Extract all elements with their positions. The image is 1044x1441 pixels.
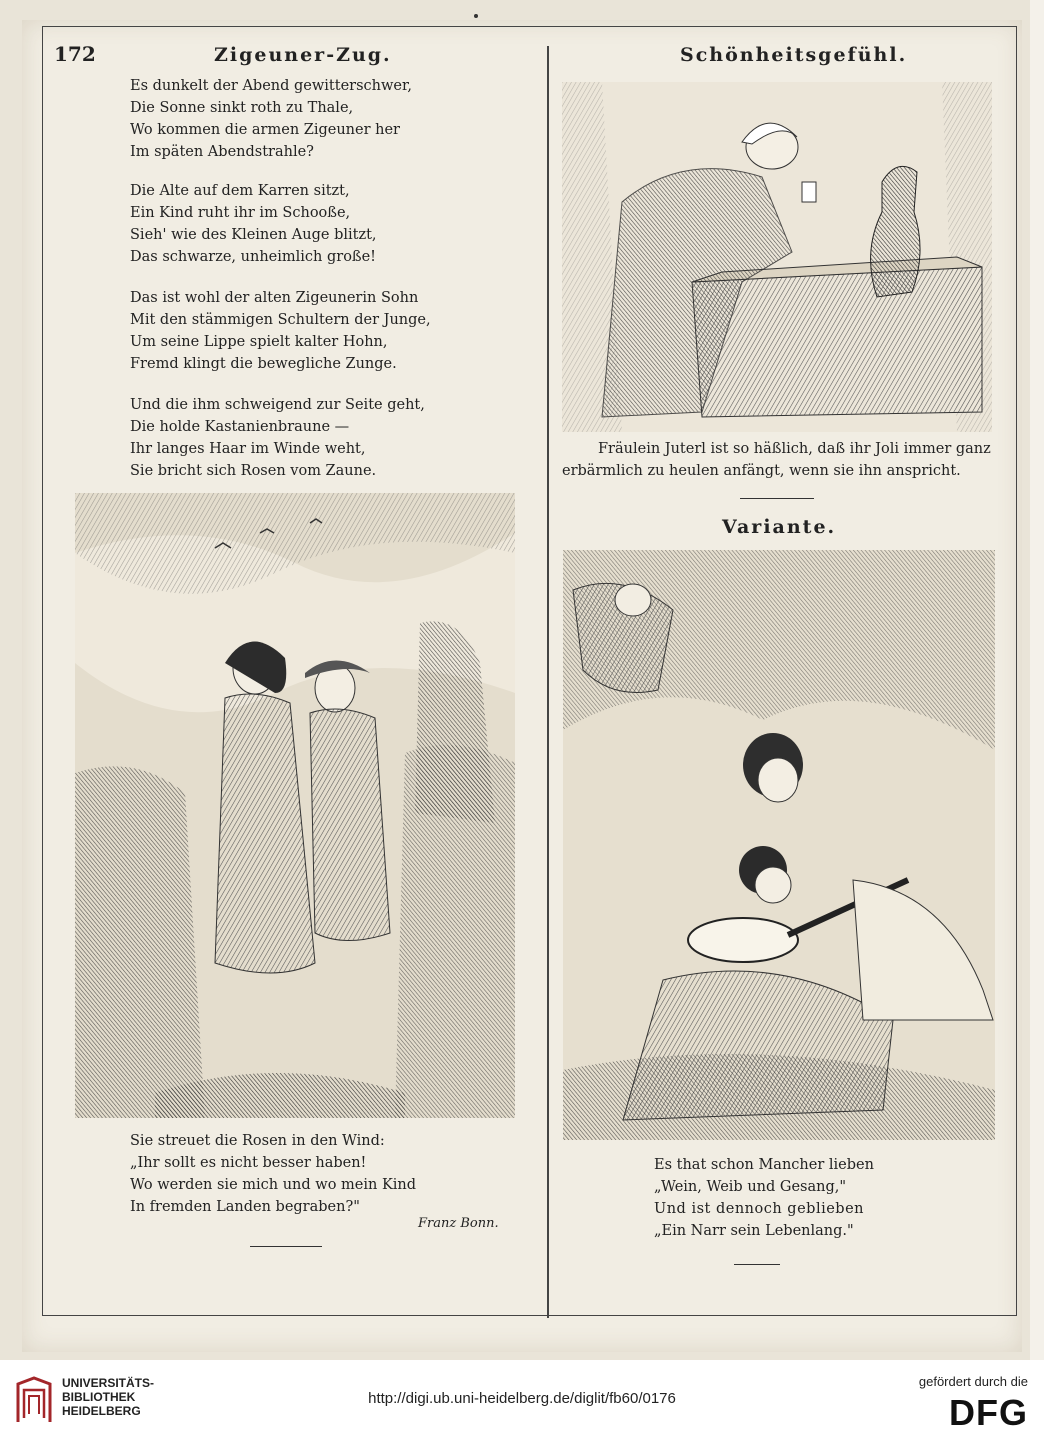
engraving-old-woman-dog: [562, 82, 992, 432]
library-name-line: HEIDELBERG: [62, 1404, 141, 1418]
document-url-link[interactable]: http://digi.ub.uni-heidelberg.de/diglit/fb60/0176: [368, 1390, 676, 1407]
caption-line: Fräulein Juterl ist so häßlich, daß ihr Joli immer ganz: [598, 441, 991, 457]
verse-line: „Ein Narr sein Lebenlang.": [654, 1223, 854, 1239]
column-divider: [547, 46, 549, 1318]
section-rule: [250, 1246, 322, 1247]
verse-line: Es that schon Mancher lieben: [654, 1157, 874, 1173]
poem-author: Franz Bonn.: [418, 1216, 499, 1231]
illustration-gypsy-women: [75, 493, 515, 1118]
section-rule: [734, 1264, 780, 1265]
verse-line: In fremden Landen begraben?": [130, 1199, 360, 1215]
verse-line: Die holde Kastanienbraune —: [130, 419, 350, 435]
engraving-guitar-couple: [563, 550, 995, 1140]
dfg-logo: DFG: [949, 1392, 1028, 1433]
verse-line: Und ist dennoch geblieben: [654, 1201, 865, 1217]
magazine-page: [22, 20, 1022, 1352]
viewer-footer: [0, 1360, 1044, 1441]
verse-line: Wo kommen die armen Zigeuner her: [130, 122, 400, 138]
section-rule: [740, 498, 814, 499]
verse-line: Es dunkelt der Abend gewitterschwer,: [130, 78, 412, 94]
print-speck: [474, 14, 478, 18]
verse-line: Sie streuet die Rosen in den Wind:: [130, 1133, 385, 1149]
engraving-gypsy-women: [75, 493, 515, 1118]
verse-line: Um seine Lippe spielt kalter Hohn,: [130, 334, 388, 350]
cartoon-title-2: Variante.: [722, 516, 837, 538]
library-name-line: BIBLIOTHEK: [62, 1390, 136, 1404]
verse-line: „Ihr sollt es nicht besser haben!: [130, 1155, 367, 1171]
verse-line: Ihr langes Haar im Winde weht,: [130, 441, 366, 457]
poem-closing-stanza: [130, 1130, 416, 1218]
verse-line: Sie bricht sich Rosen vom Zaune.: [130, 463, 377, 479]
stanza-4: [130, 394, 425, 482]
stanza-3: [130, 287, 431, 375]
funding-note: gefördert durch die: [918, 1374, 1028, 1389]
verse-line: Die Alte auf dem Karren sitzt,: [130, 183, 350, 199]
verse-line: Und die ihm schweigend zur Seite geht,: [130, 397, 425, 413]
library-name-line: UNIVERSITÄTS-: [62, 1376, 155, 1390]
verse-line: Mit den stämmigen Schultern der Junge,: [130, 312, 431, 328]
variante-verse: [654, 1154, 874, 1242]
verse-line: Das schwarze, unheimlich große!: [130, 249, 377, 265]
illustration-guitar-couple: [563, 550, 995, 1140]
verse-line: Die Sonne sinkt roth zu Thale,: [130, 100, 354, 116]
illustration-old-woman-dog: [562, 82, 992, 432]
stanza-2: [130, 180, 377, 268]
page-number: 172: [54, 42, 96, 66]
verse-line: Das ist wohl der alten Zigeunerin Sohn: [130, 290, 419, 306]
verse-line: Wo werden sie mich und wo mein Kind: [130, 1177, 417, 1193]
verse-line: „Wein, Weib und Gesang,": [654, 1179, 847, 1195]
cartoon-caption-1: [562, 438, 1002, 482]
stanza-1: [130, 75, 412, 163]
verse-line: Im späten Abendstrahle?: [130, 144, 314, 160]
verse-line: Sieh' wie des Kleinen Auge blitzt,: [130, 227, 377, 243]
verse-line: Ein Kind ruht ihr im Schooße,: [130, 205, 351, 221]
cartoon-title-1: Schönheitsgefühl.: [680, 44, 908, 66]
verse-line: Fremd klingt die bewegliche Zunge.: [130, 356, 397, 372]
poem-title: Zigeuner-Zug.: [214, 44, 392, 66]
caption-line: erbärmlich zu heulen anfängt, wenn sie ihn anspricht.: [562, 463, 961, 479]
